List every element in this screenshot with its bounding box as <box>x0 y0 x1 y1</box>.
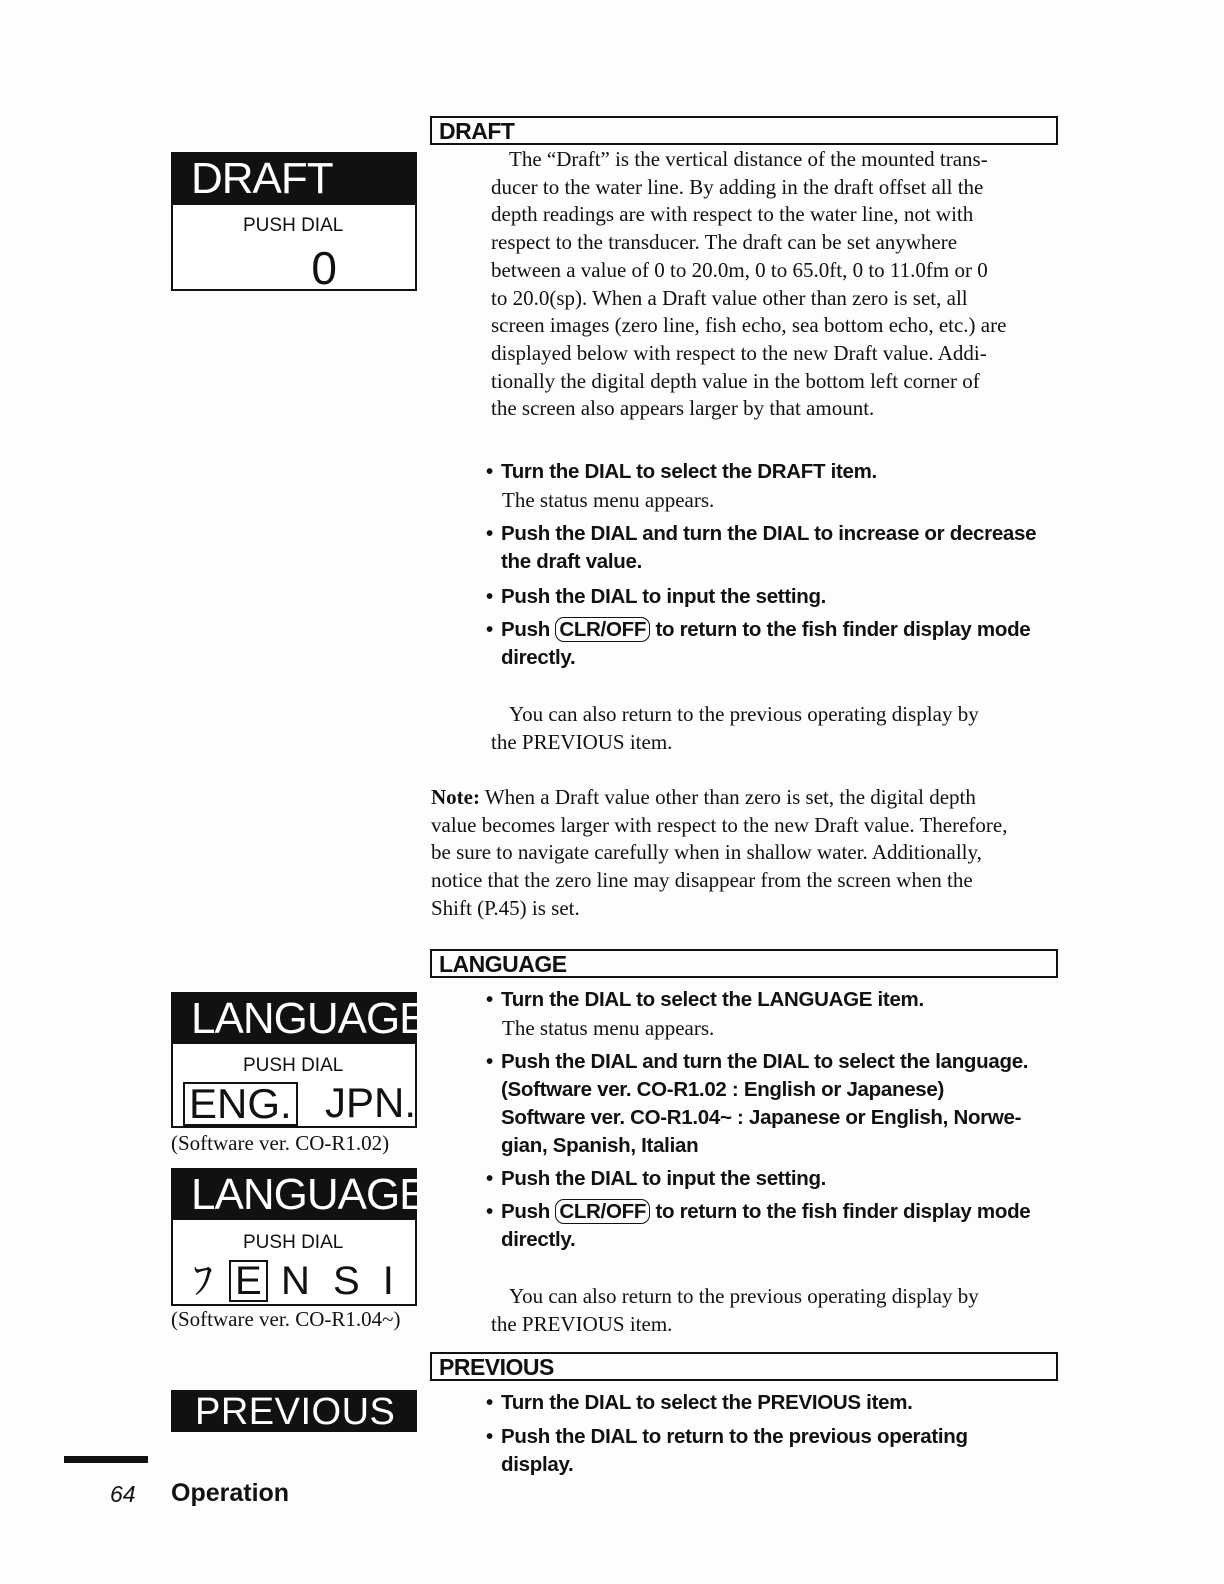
note-label: Note: <box>431 785 480 809</box>
language-also-text <box>491 1283 979 1338</box>
language-lcd-title: LANGUAGE <box>171 992 417 1044</box>
text-line: You can also return to the previous operating display by <box>509 702 979 726</box>
language-lcd-title: LANGUAGE <box>171 1168 417 1220</box>
draft-step-2: • Push the DIAL and turn the DIAL to increase or decrease the draft value. <box>486 522 1037 573</box>
text-line: gian, Spanish, Italian <box>501 1134 699 1157</box>
text-line: the screen also appears larger by that amount. <box>491 396 875 421</box>
text-line: to 20.0(sp). When a Draft value other than zero is set, all <box>491 285 968 310</box>
language-option-japanese: ﾌ <box>193 1259 213 1303</box>
draft-step-1-note: The status menu appears. <box>502 488 715 512</box>
draft-lcd-title: DRAFT <box>171 152 417 205</box>
bullet-icon: • <box>486 1200 493 1223</box>
text-line: screen images (zero line, fish echo, sea bottom echo, etc.) are <box>491 313 1007 338</box>
language-lcd-panel-v102 <box>171 992 428 1128</box>
bullet-icon: • <box>486 988 493 1011</box>
language-step-4: • Push CLR/OFF to return to the fish finder display mode directly. <box>486 1200 1031 1251</box>
text-line: respect to the transducer. The draft can be set anywhere <box>491 230 958 255</box>
clr-off-key: CLR/OFF <box>555 617 650 642</box>
text-line: be sure to navigate carefully when in shallow water. Additionally, <box>431 840 982 865</box>
language-step-1-note: The status menu appears. <box>502 1016 715 1040</box>
bullet-icon: • <box>486 585 493 608</box>
text-line: value becomes larger with respect to the new Draft value. Therefore, <box>431 812 1008 837</box>
section-title: Operation <box>171 1479 290 1507</box>
bullet-icon: • <box>486 460 493 483</box>
text-line: depth readings are with respect to the water line, not with <box>491 202 974 227</box>
bullet-icon: • <box>486 1425 493 1448</box>
bullet-icon: • <box>486 618 493 641</box>
language-lcd-push-dial: PUSH DIAL <box>243 1055 344 1076</box>
language-option-selected: ENG. <box>183 1082 298 1126</box>
draft-description <box>491 146 1006 423</box>
draft-section-heading: DRAFT <box>430 116 1058 145</box>
draft-step-3: • Push the DIAL to input the setting. <box>486 583 1076 611</box>
text-line: Shift (P.45) is set. <box>431 895 580 920</box>
language-step-1: • Turn the DIAL to select the LANGUAGE item. <box>486 986 1076 1014</box>
bullet-icon: • <box>486 1050 493 1073</box>
language-option-selected: E <box>229 1260 268 1302</box>
language-option-rest: N S I <box>281 1259 394 1303</box>
bullet-icon: • <box>486 1391 493 1414</box>
text-line: Software ver. CO-R1.04~ : Japanese or English, Norwe- <box>501 1106 1022 1129</box>
text-line: (Software ver. CO-R1.02 : English or Japanese) <box>501 1078 945 1101</box>
previous-section-heading: PREVIOUS <box>430 1352 1058 1381</box>
text-line: You can also return to the previous operating display by <box>509 1284 979 1308</box>
draft-note <box>431 784 1007 923</box>
text-line: displayed below with respect to the new Draft value. Addi- <box>491 340 987 365</box>
language-lcd-push-dial: PUSH DIAL <box>243 1232 344 1253</box>
draft-lcd-push-dial: PUSH DIAL <box>243 215 344 236</box>
draft-step-1: • Turn the DIAL to select the DRAFT item. <box>486 458 1076 486</box>
draft-step-4: • Push CLR/OFF to return to the fish finder display mode directly. <box>486 618 1031 669</box>
language-caption-v104: (Software ver. CO-R1.04~) <box>171 1307 401 1331</box>
previous-step-1: • Turn the DIAL to select the PREVIOUS item. <box>486 1389 1076 1417</box>
text-line: the PREVIOUS item. <box>491 1311 673 1336</box>
draft-also-text <box>491 701 979 756</box>
language-lcd-panel-v104 <box>171 1168 428 1306</box>
text-line: tionally the digital depth value in the bottom left corner of <box>491 368 980 393</box>
text-line: between a value of 0 to 20.0m, 0 to 65.0ft, 0 to 11.0fm or 0 <box>491 257 988 282</box>
language-caption-v102: (Software ver. CO-R1.02) <box>171 1131 390 1155</box>
previous-step-2: • Push the DIAL to return to the previous operating display. <box>486 1425 968 1476</box>
previous-lcd-title: PREVIOUS <box>171 1390 417 1432</box>
text-line: Note: When a Draft value other than zero is set, the digital depth <box>431 785 976 809</box>
draft-lcd-panel <box>171 152 417 294</box>
page-number: 64 <box>110 1481 136 1507</box>
clr-off-key: CLR/OFF <box>555 1199 650 1224</box>
text-line: ducer to the water line. By adding in the draft offset all the <box>491 174 984 199</box>
text-line: notice that the zero line may disappear from the screen when the <box>431 868 973 893</box>
language-section-heading: LANGUAGE <box>430 949 1058 978</box>
previous-lcd-panel <box>171 1390 417 1432</box>
bullet-icon: • <box>486 1167 493 1190</box>
text-line: Push the DIAL and turn the DIAL to select the language. <box>501 1050 1029 1073</box>
language-option-other: JPN. <box>325 1079 417 1126</box>
language-step-2 <box>486 1048 1076 1160</box>
draft-lcd-value: 0 <box>311 242 337 294</box>
language-step-3: • Push the DIAL to input the setting. <box>486 1165 1076 1193</box>
text-line: the PREVIOUS item. <box>491 729 673 754</box>
bullet-icon: • <box>486 522 493 545</box>
text-line: The “Draft” is the vertical distance of the mounted trans- <box>509 147 988 171</box>
footer-rule <box>64 1456 148 1463</box>
